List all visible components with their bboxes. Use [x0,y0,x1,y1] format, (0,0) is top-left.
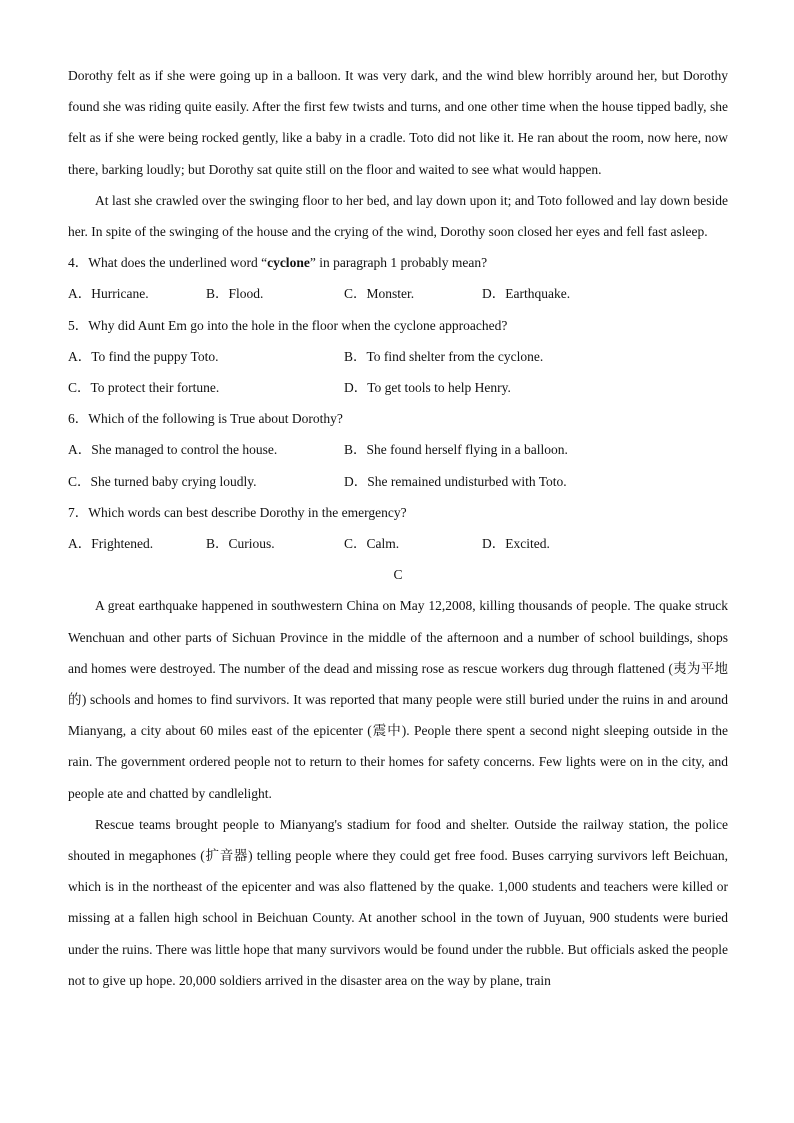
question-6-stem: 6．Which of the following is True about Dorothy? [68,411,343,427]
option-d: D．Excited. [482,536,550,552]
option-b: B．To find shelter from the cyclone. [344,348,544,364]
option-b: B．Flood. [206,286,264,302]
option-d: D．She remained undisturbed with Toto. [344,473,567,489]
question-7-options [68,528,728,559]
passage-c-heading: C [393,567,403,583]
question-5-stem: 5．Why did Aunt Em go into the hole in the floor when the cyclone approached? [68,317,508,333]
underlined-word: cyclone [267,255,310,271]
passage-b-paragraph-2: At last she crawled over the swinging floor to her bed, and lay down upon it; and Toto followed and lay down beside her. In spite of the swinging of the house and the crying of the wind, Dorothy soon closed her eyes and fell fast asleep. [68,192,728,240]
question-6-options-row-1 [68,434,728,465]
passage-c-paragraph-2: Rescue teams brought people to Mianyang's stadium for food and shelter. Outside the railway station, the police shouted in megaphones (扩音器) telling people where they could get free food. Buses carrying survivors left Beichuan, which is in the northeast of the epicenter and was also flattened by the quake. 1,000 students and teachers were killed or missing at a fallen high school in Beichuan County. At another school in the town of Juyuan, 900 students were buried under the ruins. There was little hope that many survivors would be found under the rubble. But officials asked the people not to give up hope. 20,000 soldiers arrived in the disaster area on the way by plane, train [68,816,728,988]
document-page [68,60,728,996]
question-4-stem: 4．What does the underlined word “cyclone” in paragraph 1 probably mean? [68,255,488,271]
question-7-stem: 7．Which words can best describe Dorothy in the emergency? [68,504,407,520]
question-5-options-row-1 [68,341,728,372]
passage-b-paragraph-1: Dorothy felt as if she were going up in a balloon. It was very dark, and the wind blew horribly around her, but Dorothy found she was riding quite easily. After the first few twists and turns, and one other time when the house tipped badly, she felt as if she were being rocked gently, like a baby in a cradle. Toto did not like it. He ran about the room, now here, now there, barking loudly; but Dorothy sat quite still on the floor and waited to see what would happen. [68,68,728,177]
option-d: D．Earthquake. [482,286,571,302]
option-c: C．Monster. [344,286,415,302]
question-4-options [68,278,728,309]
question-5-options-row-2 [68,372,728,403]
option-a: A．Frightened. [68,536,154,552]
option-a: A．To find the puppy Toto. [68,348,219,364]
option-a: A．She managed to control the house. [68,442,278,458]
option-b: B．Curious. [206,536,275,552]
question-6-options-row-2 [68,466,728,497]
option-a: A．Hurricane. [68,286,149,302]
option-b: B．She found herself flying in a balloon. [344,442,568,458]
option-c: C．Calm. [344,536,400,552]
passage-c-paragraph-1: A great earthquake happened in southwestern China on May 12,2008, killing thousands of people. The quake struck Wenchuan and other parts of Sichuan Province in the middle of the afternoon and a number of school buildings, shops and homes were destroyed. The number of the dead and missing rose as rescue workers dug through flattened (夷为平地的) schools and homes to find survivors. It was reported that many people were still buried under the ruins in and around Mianyang, a city about 60 miles east of the epicenter (震中). People there spent a second night sleeping outside in the rain. The government ordered people not to return to their homes for safety concerns. Few lights were on in the city, and people ate and chatted by candlelight. [68,598,728,801]
option-c: C．She turned baby crying loudly. [68,473,257,489]
option-d: D．To get tools to help Henry. [344,380,511,396]
option-c: C．To protect their fortune. [68,380,220,396]
